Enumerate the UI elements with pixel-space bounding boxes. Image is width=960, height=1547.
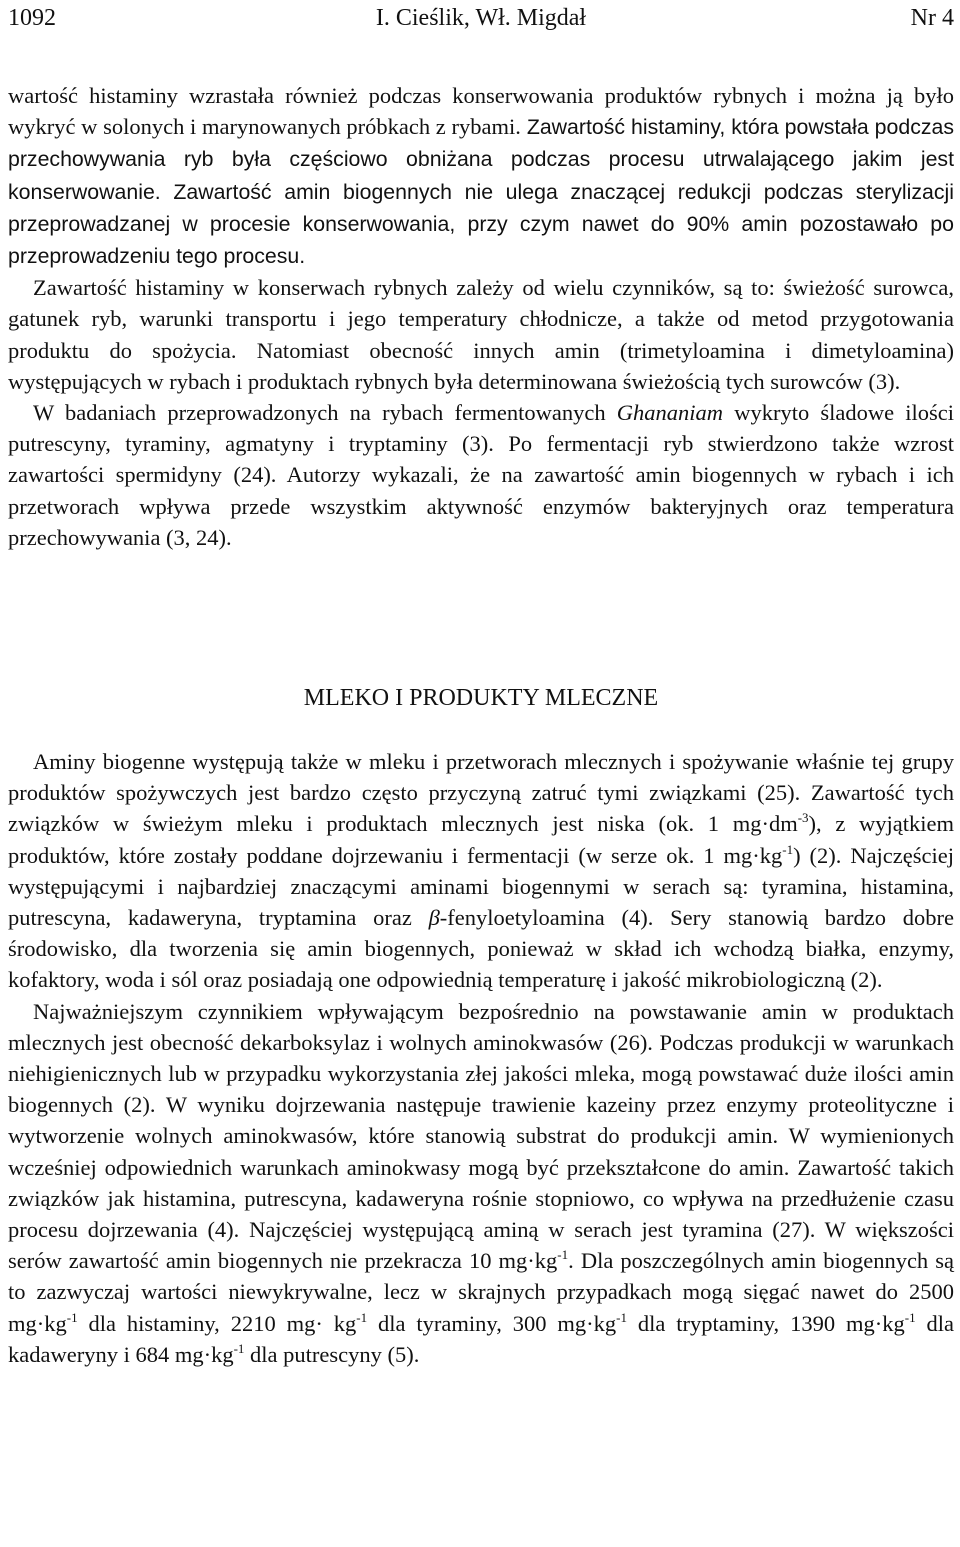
issue-number: Nr 4 [910, 5, 954, 31]
milk-section-text [8, 746, 954, 1370]
text-span: wykryto śladowe ilości putrescyny, tyraminy, agmatyny i tryptaminy (3). Po fermentacji ryb stwierdzono także wzrost zawartości spermidyny (24). Autorzy wykazali, że na zawartość amin biogennych w rybach i ich przetworach wpływa przede wszystkim aktywność enzymów bakteryjnych oraz temperatura przechowywania (3, 24). [8, 400, 954, 550]
running-header [8, 0, 954, 40]
text-span: Aminy biogenne występują także w mleku i przetworach mlecznych i spożywanie właśnie tej grupy produktów spożywczych jest bardzo często przyczyną zatruć tymi związkami (25). Zawartość tych związków w świeżym mleku i produktach mlecznych jest niska (ok. 1 mg·dm [8, 749, 954, 837]
page-number: 1092 [8, 5, 56, 31]
text-span: Najważniejszym czynnikiem wpływającym bezpośrednio na powstawanie amin w produktach mlecznych jest obecność dekarboksylaz i wolnych aminokwasów (26). Podczas produkcji w warunkach niehigienicznych lub w przypadku wykorzystania złej jakości mleka, mogą powstawać duże ilości amin biogennych (2). W wyniku dojrzewania następuje trawienie kazeiny przez enzymy proteolityczne i wytworzenie wolnych aminokwasów, które stanowią substrat do produkcji amin. W wymienionych wcześniej odpowiednich warunkach aminokwasy mogą być przekształcone do amin. Zawartość takich związków jak histamina, putrescyna, kadaweryna rośnie stopniowo, co wpływa na przedłużenie czasu procesu dojrzewania (4). Najczęściej występującą aminą w serach jest tyramina (27). W większości serów zawartość amin biogennych nie przekracza 10 mg·kg [8, 998, 954, 1274]
text-span: dla histaminy, 2210 mg· kg [77, 1310, 357, 1336]
superscript: -1 [66, 1309, 78, 1325]
superscript: -1 [233, 1340, 245, 1356]
text-span: dla tyraminy, 300 mg·kg [367, 1310, 617, 1336]
paragraph [8, 80, 954, 272]
text-span: dla putrescyny (5). [244, 1341, 420, 1367]
section-heading: MLEKO I PRODUKTY MLECZNE [303, 685, 659, 711]
paragraph [8, 397, 954, 553]
text-span: ) (2). Najczęściej występującymi i najbardziej znaczącymi aminami biogennymi w serach są: tyramina, histamina, putrescyna, kadaweryna, tryptamina oraz [8, 842, 955, 931]
paragraph [8, 746, 954, 996]
italic-species: Ghananiam [616, 400, 724, 426]
text-span: . Dla poszczególnych amin biogennych są to zazwyczaj wartości niewykrywalne, lecz w skrajnych przypadkach mogą sięgać nawet do 2500 mg·kg [8, 1248, 954, 1336]
text-span: -fenyloetyloamina (4). Sery stanowią bardzo dobre środowisko, dla tworzenia się amin biogennych, ponieważ w skład ich wchodzą białka, enzymy, kofaktory, woda i sól oraz posiadają one odpowiednią temperaturę i jakość mikrobiologiczną (2). [8, 905, 954, 993]
italic-beta: β [428, 905, 440, 931]
text-span: ), z wyjątkiem produktów, które zostały poddane dojrzewaniu i fermentacji (w serze ok. 1 mg·kg [8, 811, 954, 868]
superscript: -3 [797, 810, 809, 826]
superscript: -1 [616, 1309, 627, 1325]
paragraph [8, 272, 954, 397]
superscript: -1 [904, 1309, 916, 1325]
text-span: Natomiast obecność innych amin (trimetyloamina i dimetyloamina) występujących w rybach i produktach rybnych była determinowana świeżością tych surowców (3). [8, 337, 954, 394]
text-span: W badaniach przeprowadzonych na rybach fermentowanych [33, 400, 617, 426]
superscript: -1 [782, 841, 794, 857]
paragraph [8, 996, 954, 1370]
fish-section-text [8, 80, 954, 553]
running-authors: I. Cieślik, Wł. Migdał [375, 5, 587, 31]
text-span: wartość histaminy wzrastała również podczas konserwowania produktów rybnych i można ją było wykryć w solonych i marynowanych próbkach z rybami. [8, 83, 954, 140]
superscript: -1 [557, 1247, 569, 1263]
text-span: Zawartość histaminy w konserwach rybnych zależy od wielu czynników, są to: świeżość surowca, gatunek ryb, warunki transportu i jego temperatury chłodnicze, a także od metod przygotowania produktu do spożycia. [8, 275, 954, 363]
text-span: dla tryptaminy, 1390 mg·kg [626, 1310, 905, 1336]
text-span-sans: Zawartość histaminy, która powstała podczas przechowywania ryb była częściowo obniżana podczas procesu utrwalającego jakim jest konserwowanie. Zawartość amin biogennych nie ulega znaczącej redukcji podczas sterylizacji przeprowadzanej w procesie konserwowania, przy czym nawet do 90% amin pozostawało po przeprowadzeniu tego procesu. [8, 115, 955, 269]
superscript: -1 [356, 1309, 368, 1325]
text-span: dla kadaweryny i 684 mg·kg [8, 1310, 954, 1367]
